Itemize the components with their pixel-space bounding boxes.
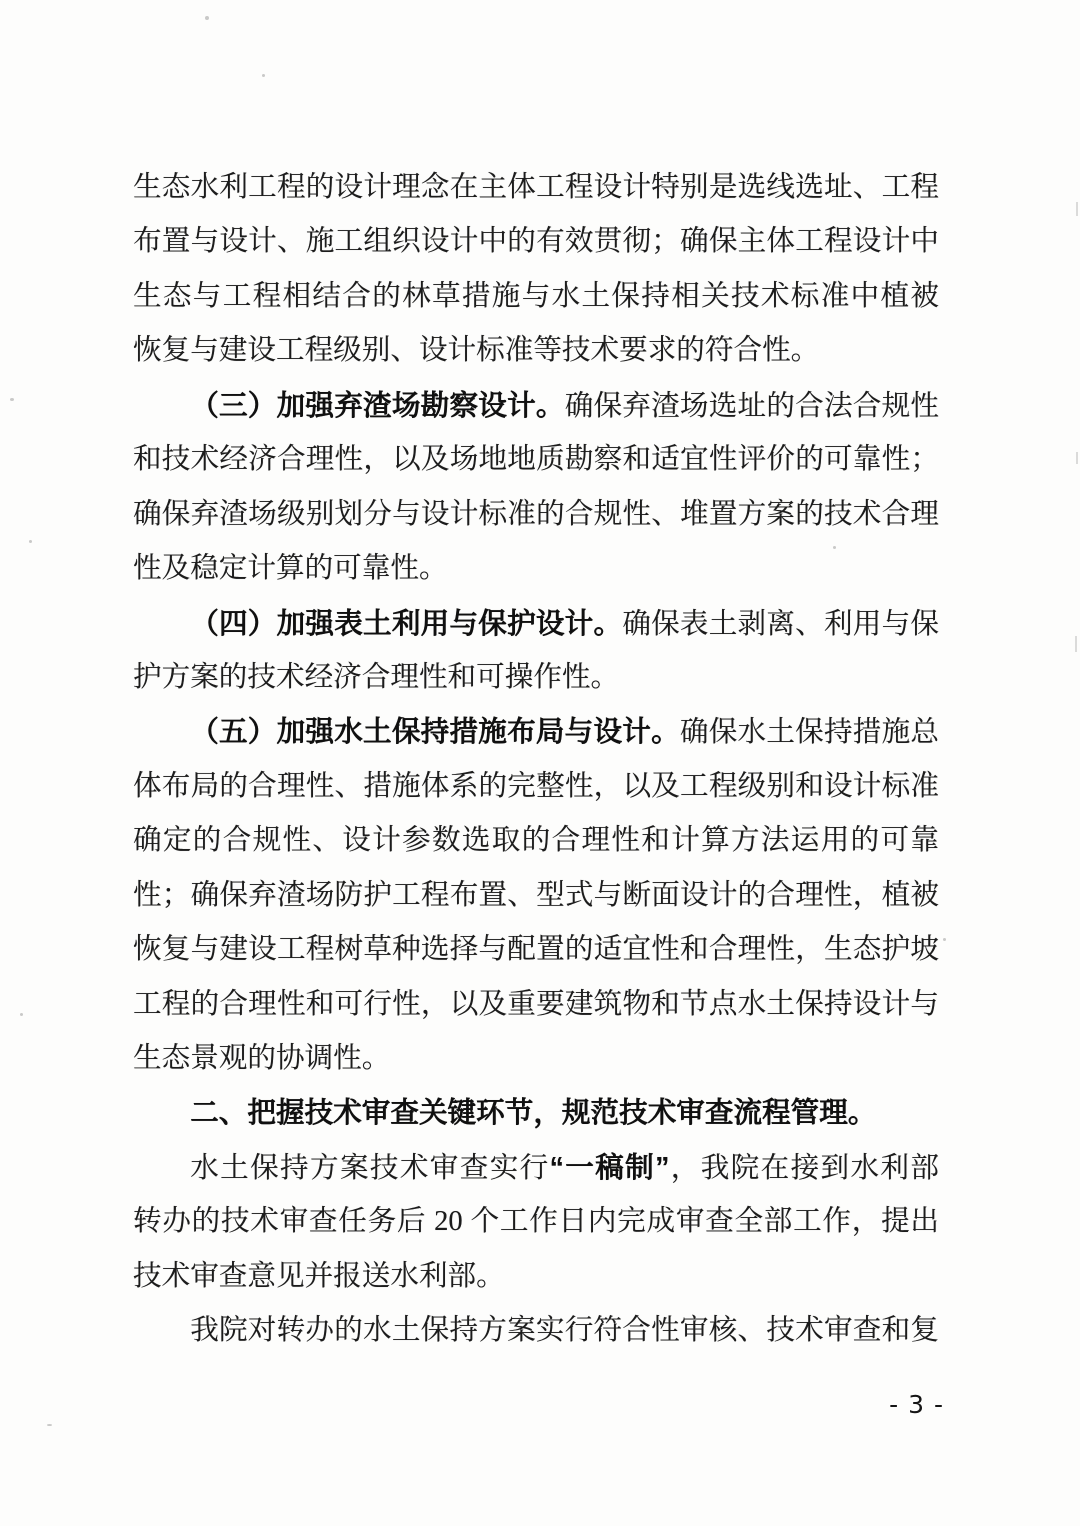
heading-item-4: （四）加强表土利用与保护设计。 xyxy=(190,607,623,640)
text-line xyxy=(133,651,939,705)
text-line xyxy=(133,1086,939,1140)
text-run: 确保弃渣场选址的合法合规性 xyxy=(564,390,939,422)
scan-speck xyxy=(29,540,32,543)
scan-speck xyxy=(205,16,209,20)
scan-speck xyxy=(943,938,946,941)
text-line xyxy=(133,869,939,923)
text-line xyxy=(133,705,939,759)
text-line xyxy=(133,1250,939,1304)
term-yigaozhi: “一稿制” xyxy=(549,1151,670,1184)
heading-section-2: 二、把握技术审查关键环节，规范技术审查流程管理。 xyxy=(190,1097,877,1130)
text-run: 技术审查意见并报送水利部。 xyxy=(133,1260,505,1292)
text-line xyxy=(133,215,939,269)
page-number: - 3 - xyxy=(889,1390,944,1419)
text-line xyxy=(133,978,939,1032)
scan-speck xyxy=(20,1013,23,1016)
text-line xyxy=(133,760,939,814)
text-line xyxy=(133,1304,939,1358)
scan-streak xyxy=(1076,202,1078,216)
scan-speck xyxy=(262,74,265,77)
text-run: 性及稳定计算的可靠性。 xyxy=(133,553,448,585)
text-run: 恢复与建设工程树草种选择与配置的适宜性和合理性，生态护坡 xyxy=(133,934,939,966)
scan-speck xyxy=(833,546,836,549)
text-run: 性；确保弃渣场防护工程布置、型式与断面设计的合理性，植被 xyxy=(133,879,939,911)
heading-item-3: （三）加强弃渣场勘察设计。 xyxy=(190,389,565,422)
scan-streak xyxy=(1075,636,1077,652)
text-run: 确定的合规性、设计参数选取的合理性和计算方法运用的可靠 xyxy=(133,825,939,857)
text-run: 生态景观的协调性。 xyxy=(133,1043,391,1074)
scan-speck xyxy=(47,1424,52,1426)
text-line xyxy=(133,1141,939,1195)
text-run: 护方案的技术经济合理性和可操作性。 xyxy=(133,661,620,693)
text-run: 确保表土剥离、利用与保 xyxy=(622,608,939,640)
text-line xyxy=(133,814,939,868)
text-line xyxy=(133,923,939,977)
text-line xyxy=(133,1195,939,1249)
document-text-block xyxy=(133,161,939,1359)
text-line xyxy=(133,597,939,651)
text-line xyxy=(133,542,939,596)
text-run: 恢复与建设工程级别、设计标准等技术要求的符合性。 xyxy=(133,335,820,367)
text-line xyxy=(133,488,939,542)
text-run: 布置与设计、施工组织设计中的有效贯彻；确保主体工程设计中 xyxy=(133,226,939,258)
scan-speck xyxy=(10,398,14,401)
text-run: 我院对转办的水土保持方案实行符合性审核、技术审查和复 xyxy=(190,1315,939,1347)
text-run: 确保弃渣场级别划分与设计标准的合规性、堆置方案的技术合理 xyxy=(133,498,939,530)
text-line xyxy=(133,379,939,433)
text-line xyxy=(133,270,939,324)
text-run: 和技术经济合理性，以及场地地质勘察和适宜性评价的可靠性； xyxy=(133,444,939,476)
text-run: 水土保持方案技术审查实行 xyxy=(190,1152,550,1184)
text-run: 体布局的合理性、措施体系的完整性，以及工程级别和设计标准 xyxy=(133,770,939,802)
heading-item-5: （五）加强水土保持措施布局与设计。 xyxy=(190,716,680,749)
text-run: 转办的技术审查任务后 20 个工作日内完成审查全部工作，提出 xyxy=(133,1206,939,1238)
text-run: ，我院在接到水利部 xyxy=(669,1152,939,1184)
text-run: 确保水土保持措施总 xyxy=(679,717,939,749)
text-line xyxy=(133,324,939,378)
text-line xyxy=(133,1032,939,1086)
text-run: 工程的合理性和可行性，以及重要建筑物和节点水土保持设计与 xyxy=(133,988,939,1020)
text-run: 生态水利工程的设计理念在主体工程设计特别是选线选址、工程 xyxy=(133,172,939,203)
text-line xyxy=(133,433,939,487)
text-run: 生态与工程相结合的林草措施与水土保持相关技术标准中植被 xyxy=(133,280,939,312)
scan-streak xyxy=(1076,452,1078,464)
text-line xyxy=(133,161,939,215)
